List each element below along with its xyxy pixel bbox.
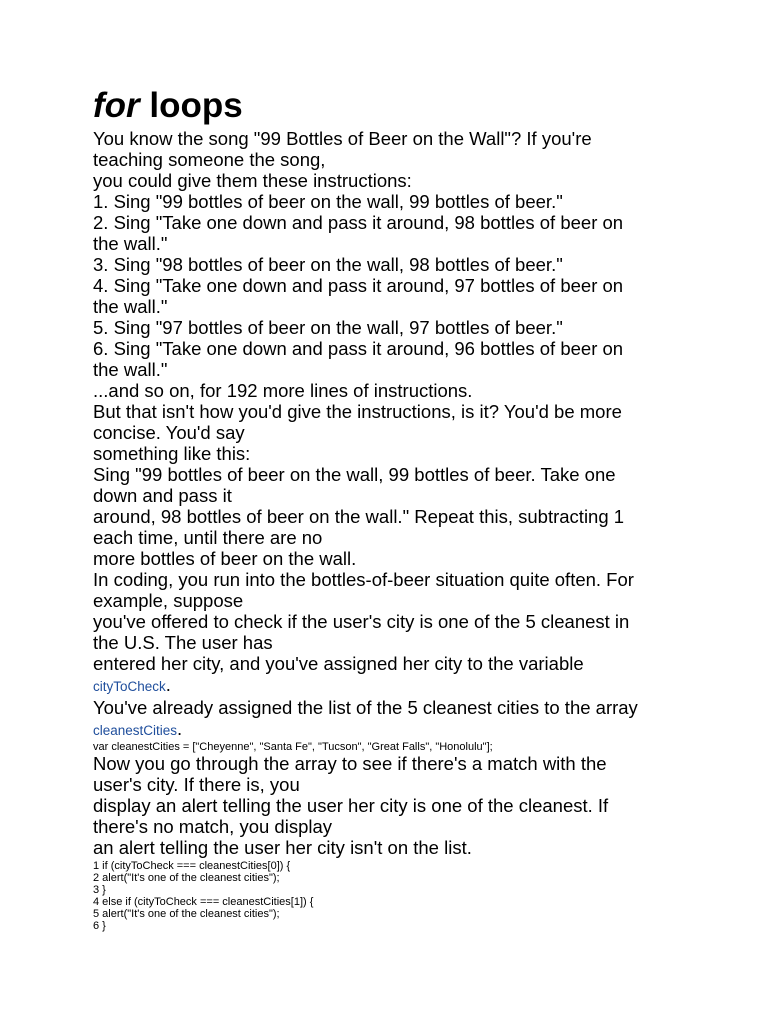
code-line: 5 alert("It's one of the cleanest cities"); [93, 908, 280, 920]
code-line: 4 else if (cityToCheck === cleanestCities[1]) { [93, 896, 314, 908]
inline-code-city-to-check: cityToCheck [93, 679, 166, 694]
text-line: around, 98 bottles of beer on the wall." Repeat this, subtracting 1 [93, 506, 625, 527]
text-line: teaching someone the song, [93, 149, 326, 170]
text-line: something like this: [93, 443, 251, 464]
text-line: You know the song "99 Bottles of Beer on the Wall"? If you're [93, 128, 592, 149]
code-line: 6 } [93, 920, 106, 932]
text-line: user's city. If there is, you [93, 774, 300, 795]
text-line: you could give them these instructions: [93, 170, 412, 191]
text-line: You've already assigned the list of the 5 cleanest cities to the array [93, 697, 638, 718]
code-line: 3 } [93, 884, 106, 896]
intro-text [93, 128, 753, 674]
text-line: display an alert telling the user her city is one of the cleanest. If [93, 795, 609, 816]
variable-line-cities [93, 718, 753, 741]
title-keyword: for [93, 86, 140, 125]
title-rest: loops [139, 86, 243, 125]
inline-code-suffix: . [165, 674, 171, 695]
code-listing [93, 860, 753, 932]
text-line: each time, until there are no [93, 527, 323, 548]
text-line: But that isn't how you'd give the instructions, is it? You'd be more [93, 401, 622, 422]
text-line: 4. Sing "Take one down and pass it around, 97 bottles of beer on [93, 275, 624, 296]
text-line: In coding, you run into the bottles-of-beer situation quite often. For [93, 569, 634, 590]
text-line: the wall." [93, 359, 168, 380]
text-line: an alert telling the user her city isn't on the list. [93, 837, 472, 858]
text-line: 1. Sing "99 bottles of beer on the wall, 99 bottles of beer." [93, 191, 563, 212]
text-line: 3. Sing "98 bottles of beer on the wall, 98 bottles of beer." [93, 254, 563, 275]
inline-code-suffix: . [177, 718, 183, 739]
document-page [93, 84, 753, 932]
inline-code-cleanest-cities: cleanestCities [93, 723, 178, 738]
text-line: example, suppose [93, 590, 244, 611]
text-line: concise. You'd say [93, 422, 245, 443]
text-line: the wall." [93, 233, 168, 254]
text-line: down and pass it [93, 485, 232, 506]
text-line: the wall." [93, 296, 168, 317]
text-line: ...and so on, for 192 more lines of instructions. [93, 380, 473, 401]
text-line: Now you go through the array to see if there's a match with the [93, 753, 607, 774]
text-line: 6. Sing "Take one down and pass it around, 96 bottles of beer on [93, 338, 624, 359]
text-line: the U.S. The user has [93, 632, 273, 653]
middle-text [93, 753, 753, 858]
text-line: Sing "99 bottles of beer on the wall, 99 bottles of beer. Take one [93, 464, 616, 485]
code-line: 1 if (cityToCheck === cleanestCities[0]) { [93, 860, 291, 872]
page-title [93, 84, 753, 128]
text-line: more bottles of beer on the wall. [93, 548, 357, 569]
text-line: you've offered to check if the user's city is one of the 5 cleanest in [93, 611, 630, 632]
text-line: 2. Sing "Take one down and pass it around, 98 bottles of beer on [93, 212, 624, 233]
code-declaration: var cleanestCities = ["Cheyenne", "Santa Fe", "Tucson", "Great Falls", "Honolulu"]; [93, 741, 493, 753]
text-line: entered her city, and you've assigned her city to the variable [93, 653, 584, 674]
text-line: there's no match, you display [93, 816, 333, 837]
code-line: 2 alert("It's one of the cleanest cities"); [93, 872, 280, 884]
variable-line-city [93, 674, 753, 697]
text-line: 5. Sing "97 bottles of beer on the wall, 97 bottles of beer." [93, 317, 563, 338]
